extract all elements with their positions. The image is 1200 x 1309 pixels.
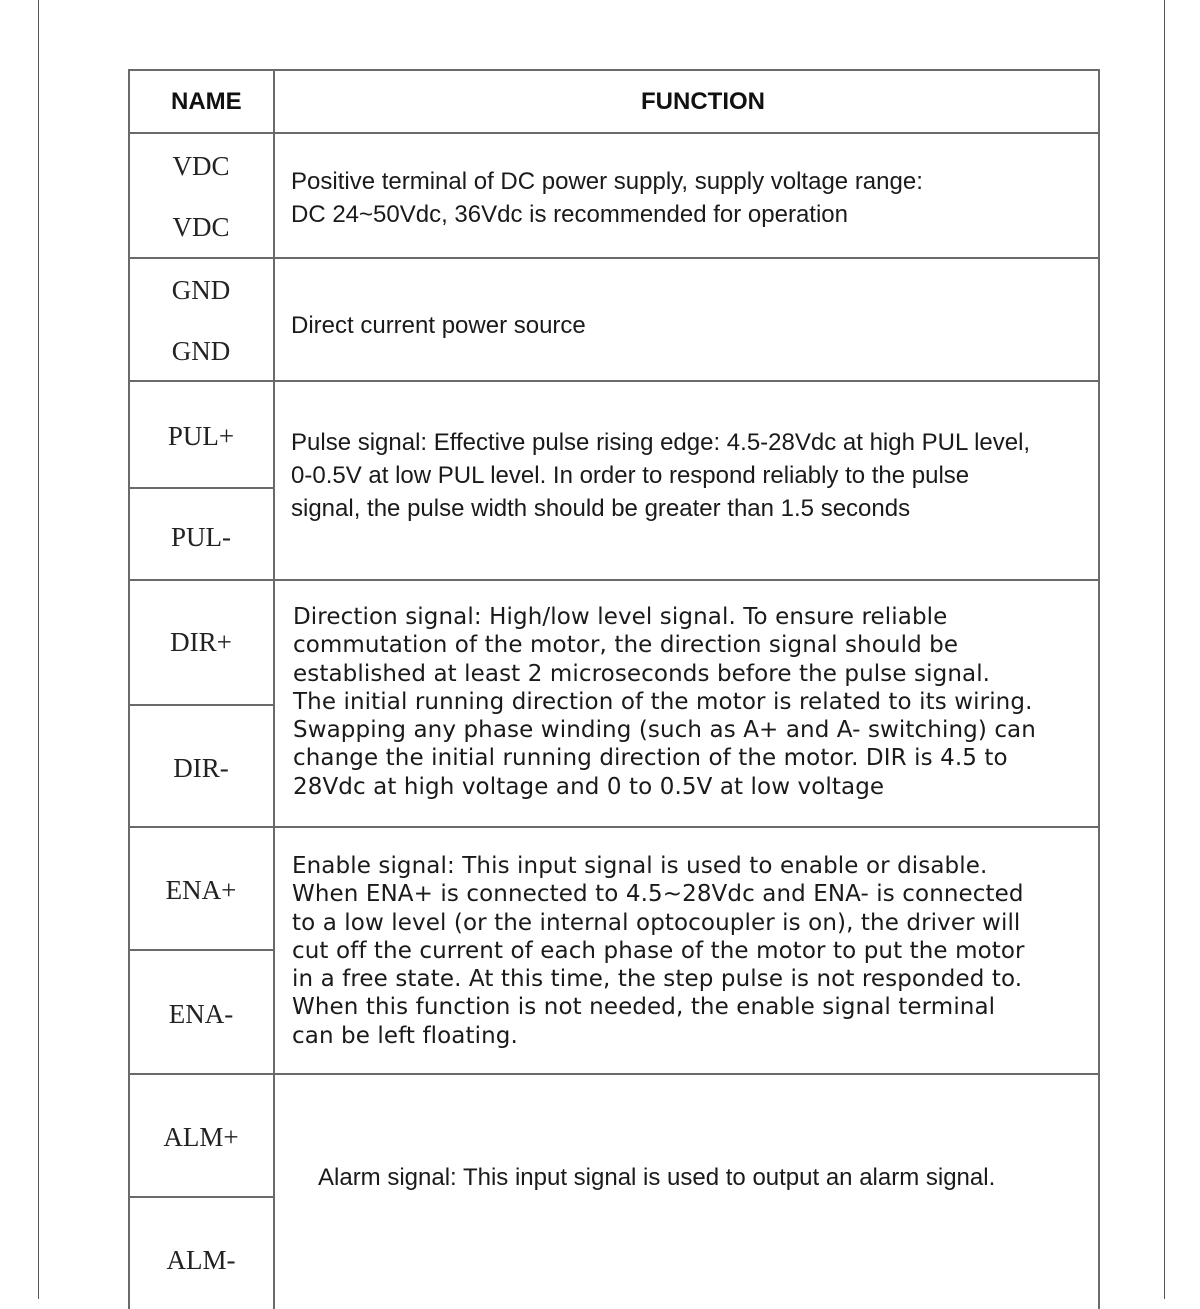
function-text-dir (293, 603, 1036, 801)
header-separator (128, 132, 1100, 134)
function-line: The initial running direction of the motor is related to its wiring. (293, 688, 1033, 715)
function-line: Positive terminal of DC power supply, supply voltage range: (291, 168, 923, 195)
pin-name-vdc: VDC (172, 212, 230, 242)
function-line: When ENA+ is connected to 4.5~28Vdc and ENA- is connected (292, 881, 1024, 908)
row-separator (128, 257, 1100, 259)
pin-name-pul-plus: PUL+ (167, 421, 235, 451)
pin-name-ena-minus: ENA- (168, 999, 234, 1029)
row-separator (128, 579, 1100, 581)
function-line: cut off the current of each phase of the motor to put the motor (292, 937, 1025, 964)
pin-name-dir-plus: DIR+ (170, 627, 232, 657)
name-cell-separator (128, 1196, 275, 1198)
function-line: can be left floating. (292, 1022, 518, 1049)
function-text-alm (318, 1161, 995, 1194)
header-function: FUNCTION (641, 88, 765, 115)
pin-name-alm-minus: ALM- (166, 1245, 236, 1275)
function-line: Direct current power source (291, 312, 586, 339)
function-text-vdc (291, 165, 923, 231)
pin-name-vdc: VDC (172, 151, 230, 181)
function-line: established at least 2 microseconds before the pulse signal. (293, 660, 991, 687)
name-cell-separator (128, 487, 275, 489)
function-line: change the initial running direction of the motor. DIR is 4.5 to (293, 745, 1008, 772)
function-line: Pulse signal: Effective pulse rising edge: 4.5-28Vdc at high PUL level, (291, 429, 1031, 456)
pin-name-gnd: GND (171, 336, 231, 366)
table-right-border (1098, 69, 1100, 1309)
row-separator (128, 380, 1100, 382)
pin-function-table (128, 69, 1100, 1309)
function-line: Swapping any phase winding (such as A+ and A- switching) can (293, 717, 1036, 744)
function-line: When this function is not needed, the enable signal terminal (292, 994, 996, 1021)
function-line: to a low level (or the internal optocoupler is on), the driver will (292, 909, 1021, 936)
function-line: Alarm signal: This input signal is used to output an alarm signal. (318, 1164, 996, 1191)
function-text-gnd (291, 309, 586, 342)
page-frame-left (38, 0, 39, 1299)
function-text-ena (292, 852, 1025, 1050)
pin-name-ena-plus: ENA+ (165, 875, 237, 905)
function-line: signal, the pulse width should be greater than 1.5 seconds (291, 495, 911, 522)
row-separator (128, 826, 1100, 828)
page-frame-right (1164, 0, 1165, 1299)
function-line: commutation of the motor, the direction signal should be (293, 632, 959, 659)
function-line: 0-0.5V at low PUL level. In order to respond reliably to the pulse (291, 462, 970, 489)
header-name: NAME (171, 88, 242, 115)
pin-name-gnd: GND (171, 275, 231, 305)
function-line: Direction signal: High/low level signal. To ensure reliable (293, 604, 948, 630)
pin-name-pul-minus: PUL- (171, 522, 231, 552)
name-cell-separator (128, 704, 275, 706)
function-line: in a free state. At this time, the step pulse is not responded to. (292, 966, 1023, 993)
function-line: DC 24~50Vdc, 36Vdc is recommended for operation (291, 201, 848, 228)
function-line: 28Vdc at high voltage and 0 to 0.5V at low voltage (293, 773, 885, 800)
row-separator (128, 1073, 1100, 1075)
function-line: Enable signal: This input signal is used to enable or disable. (292, 853, 988, 879)
pin-name-alm-plus: ALM+ (163, 1122, 239, 1152)
function-text-pul (291, 426, 1030, 525)
name-cell-separator (128, 949, 275, 951)
pin-name-dir-minus: DIR- (173, 753, 229, 783)
